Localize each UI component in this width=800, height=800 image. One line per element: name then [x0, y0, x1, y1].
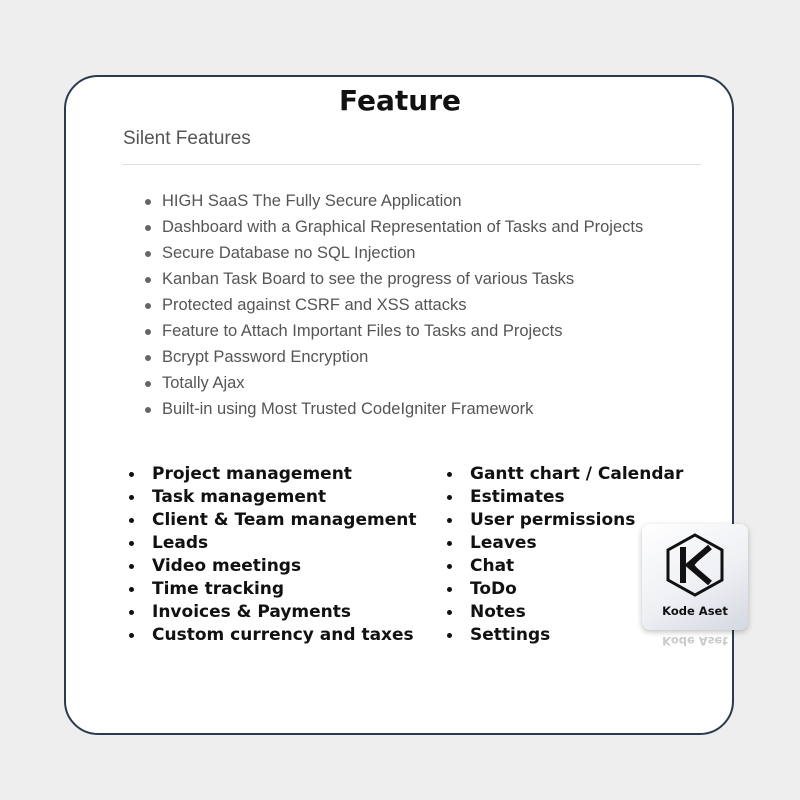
list-item: ToDo	[444, 578, 683, 601]
section-subtitle: Silent Features	[123, 128, 251, 149]
list-item: Secure Database no SQL Injection	[140, 242, 643, 268]
modules-list-left	[126, 463, 416, 647]
list-item: Leaves	[444, 532, 683, 555]
logo-reflection	[642, 632, 748, 656]
list-item: Built-in using Most Trusted CodeIgniter Framework	[140, 398, 643, 424]
brand-logo	[642, 524, 748, 630]
list-item: Estimates	[444, 486, 683, 509]
list-item: Invoices & Payments	[126, 601, 416, 624]
list-item: Totally Ajax	[140, 372, 643, 398]
logo-label: Kode Aset	[662, 604, 728, 618]
list-item: Client & Team management	[126, 509, 416, 532]
divider	[122, 164, 701, 165]
list-item: Time tracking	[126, 578, 416, 601]
list-item: Dashboard with a Graphical Representation of Tasks and Projects	[140, 216, 643, 242]
silent-features-list	[140, 190, 643, 424]
page-title: Feature	[339, 84, 461, 117]
list-item: Settings	[444, 624, 683, 647]
list-item: Leads	[126, 532, 416, 555]
list-item: Chat	[444, 555, 683, 578]
logo-reflection-label: Kode Aset	[662, 634, 728, 648]
list-item: HIGH SaaS The Fully Secure Application	[140, 190, 643, 216]
list-item: Video meetings	[126, 555, 416, 578]
list-item: User permissions	[444, 509, 683, 532]
list-item: Bcrypt Password Encryption	[140, 346, 643, 372]
list-item: Gantt chart / Calendar	[444, 463, 683, 486]
list-item: Custom currency and taxes	[126, 624, 416, 647]
list-item: Kanban Task Board to see the progress of various Tasks	[140, 268, 643, 294]
kode-aset-k-hexagon-icon	[665, 533, 725, 597]
list-item: Protected against CSRF and XSS attacks	[140, 294, 643, 320]
list-item: Task management	[126, 486, 416, 509]
list-item: Notes	[444, 601, 683, 624]
list-item: Project management	[126, 463, 416, 486]
list-item: Feature to Attach Important Files to Tasks and Projects	[140, 320, 643, 346]
